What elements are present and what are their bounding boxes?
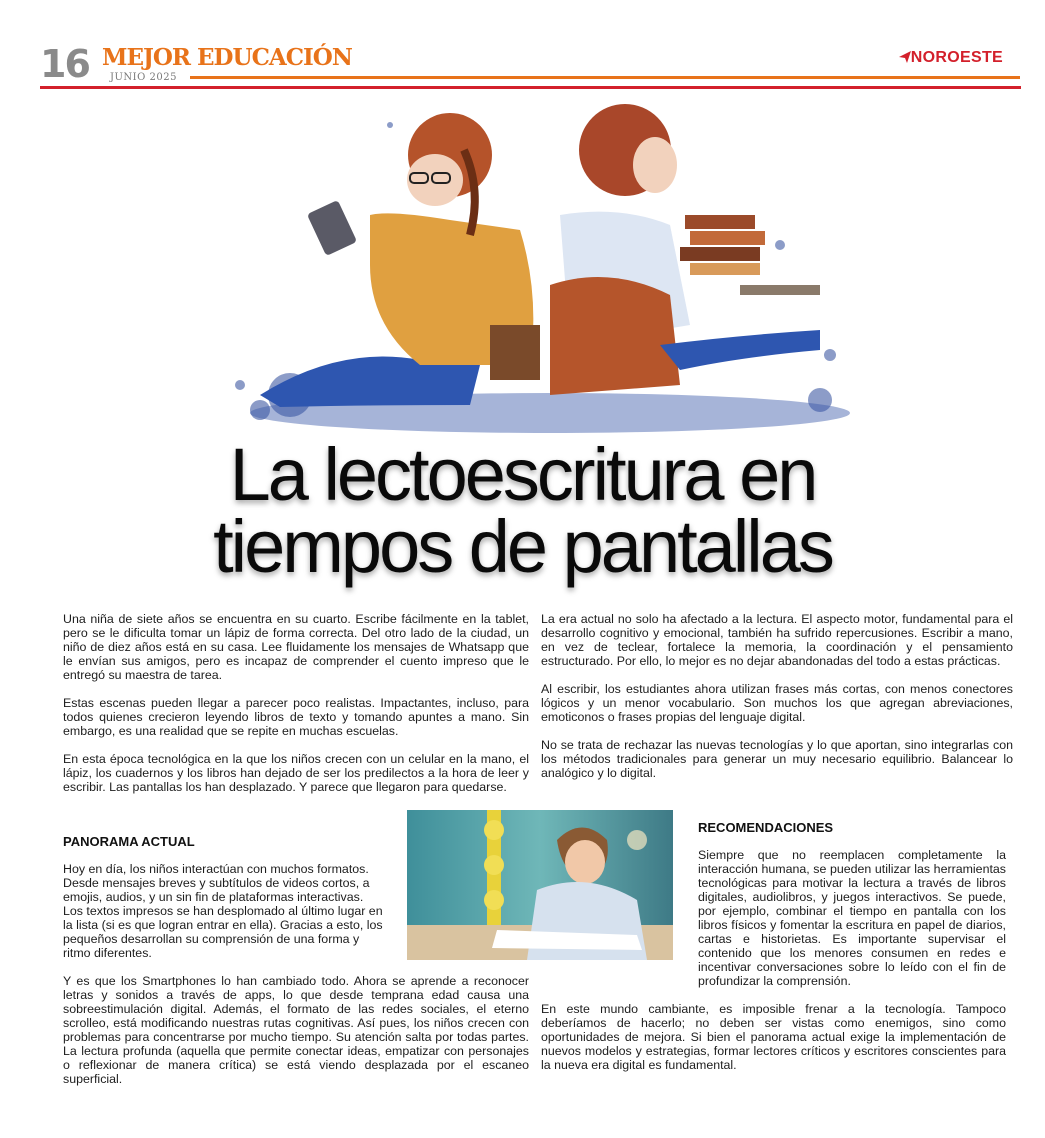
recomendaciones-heading: RECOMENDACIONES — [698, 820, 834, 835]
era-column — [541, 612, 1013, 794]
recomendaciones-paragraph-1: Siempre que no reemplacen completamente la interacción humana, se pueden utilizar las herramientas tecnológicas para motivar la lectura a través de libros digitales, audiolibros, y juegos interactivos. Se puede, por ejemplo, combinar el tiempo en pantalla con los libros físicos y fomentar la escritura en papel de diarios, cartas e historietas. Es importante supervisar el contenido que los menores consumen en redes e incentivar conversaciones sobre lo leído con el fin de profundizar la comprensión. — [698, 848, 1006, 988]
era-paragraph-3: No se trata de rechazar las nuevas tecnologías y lo que aportan, sino integrarlas con los métodos tradicionales para generar un muy necesario equilibrio. Balancear lo analógico y lo digital. — [541, 738, 1013, 780]
brand-logo — [899, 49, 1003, 67]
children-reading-illustration — [220, 95, 860, 440]
panorama-column — [63, 862, 383, 974]
boy-writing-photo — [407, 810, 673, 960]
panorama-paragraph-2: Y es que los Smartphones lo han cambiado todo. Ahora se aprende a reconocer letras y sonidos a través de apps, lo que desde temprana edad causa una sobreestimulación digital. Además, el formato de las redes sociales, el eterno scrolleo, está modificando nuestras rutas cognitivas. Así pues, los niños crecen con problemas para concentrarse por mucho tiempo. Su atención salta por todas partes. La lectura profunda (aquella que permite conectar ideas, empatizar con personajes o reflexionar de manera crítica) se está viendo desplazada por el escaneo superficial. — [63, 974, 529, 1086]
brand-name: NOROESTE — [910, 49, 1003, 66]
era-paragraph-1: La era actual no solo ha afectado a la lectura. El aspecto motor, fundamental para el desarrollo cognitivo y emocional, también ha sufrido repercusiones. Escribir a mano, en vez de teclear, fortalece la memoria, la coordinación y el pensamiento estructurado. Por ello, lo mejor es no dejar abandonadas del todo a estas prácticas. — [541, 612, 1013, 668]
era-paragraph-2: Al escribir, los estudiantes ahora utilizan frases más cortas, con menos conectores lógicos y un menor vocabulario. Son muchos los que agregan abreviaciones, emoticonos o frases propias del lenguaje digital. — [541, 682, 1013, 724]
headline-line-2: tiempos de pantallas — [213, 505, 832, 588]
intro-paragraph-3: En esta época tecnológica en la que los niños crecen con un celular en la mano, el lápiz, los cuadernos y los libros han dejado de ser los predilectos a la hora de leer y escribir. Las pantallas los han desplazado. Y parece que llegaron para quedarse. — [63, 752, 529, 794]
intro-paragraph-2: Estas escenas pueden llegar a parecer poco realistas. Impactantes, incluso, para todos quienes crecieron leyendo libros de texto y tomando apuntes a mano. Sin embargo, es una realidad que se repite en muchas escuelas. — [63, 696, 529, 738]
header-rule-orange — [190, 76, 1020, 79]
intro-column — [63, 612, 529, 808]
panorama-heading: PANORAMA ACTUAL — [63, 834, 195, 849]
headline-line-1: La lectoescritura en — [229, 433, 816, 516]
header-rule-red — [40, 86, 1021, 89]
intro-paragraph-1: Una niña de siete años se encuentra en su cuarto. Escribe fácilmente en la tablet, pero se le dificulta tomar un lápiz de forma correcta. Del otro lado de la ciudad, un niño de diez años está en su casa. Lee fluidamente los mensajes de Whatsapp que le envían sus amigos, pero es incapaz de comprender el cuento impreso que le entregó su maestra de tarea. — [63, 612, 529, 682]
page-number: 16 — [40, 42, 89, 86]
recomendaciones-wide — [541, 1002, 1006, 1086]
recomendaciones-paragraph-2: En este mundo cambiante, es imposible frenar a la tecnología. Tampoco deberíamos de hacerlo; no deben ser vistas como enemigos, sino como oportunidades de mejora. Si bien el panorama actual exige la implementación de nuevos modelos y estrategias, formar lectores críticos y escritores conscientes para la nueva era digital es fundamental. — [541, 1002, 1006, 1072]
panorama-wide — [63, 974, 529, 1100]
brand-arrow-icon — [899, 49, 911, 67]
recomendaciones-column — [698, 848, 1006, 1002]
section-title: MEJOR EDUCACIÓN — [102, 44, 352, 71]
panorama-paragraph-1: Hoy en día, los niños interactúan con muchos formatos. Desde mensajes breves y subtítulos de videos cortos, a emojis, audios, y un sin fin de plataformas interactivas. Los textos impresos se han desplomado al último lugar en la lista (si es que logran entrar en ella). Gracias a esto, los pequeños desarrollan su comprensión de una forma y ritmo diferentes. — [63, 862, 383, 960]
issue-date: JUNIO 2025 — [110, 72, 177, 83]
